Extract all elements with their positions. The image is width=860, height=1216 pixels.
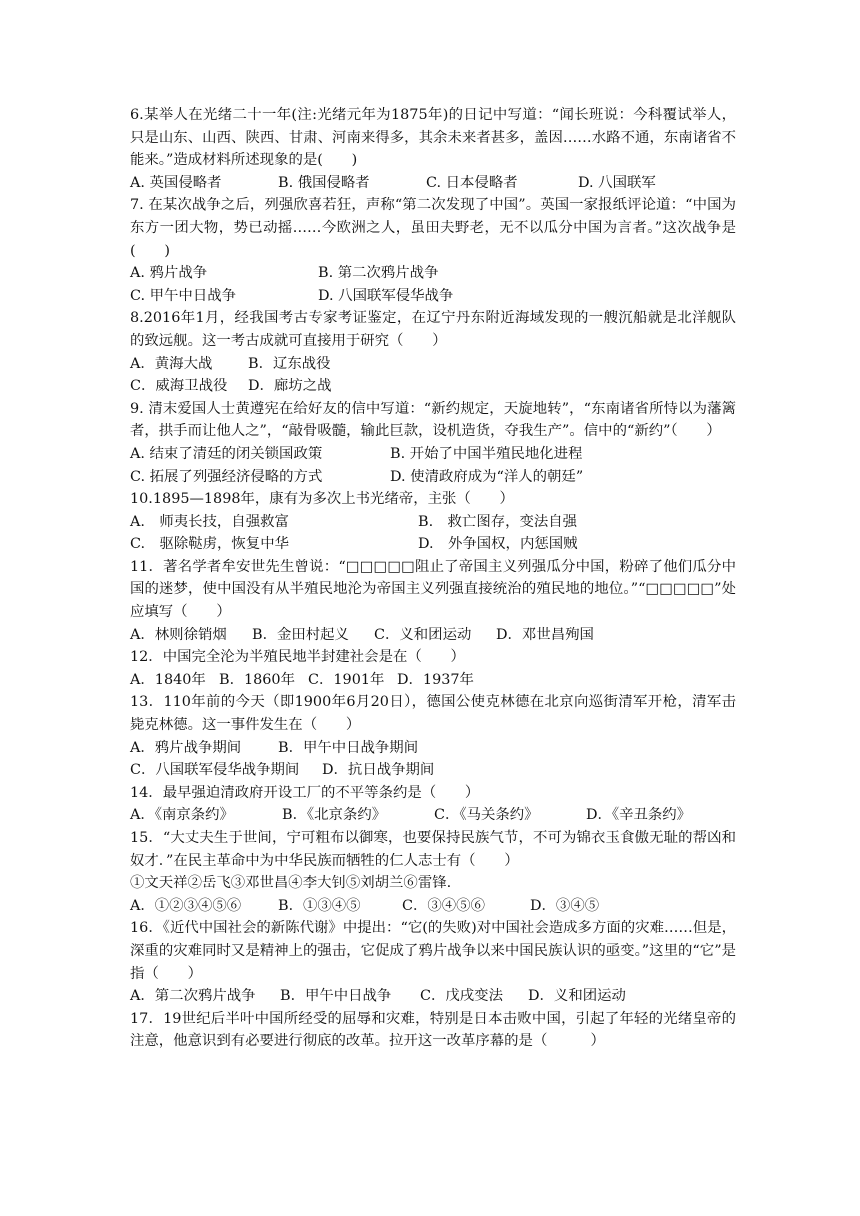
- question-7: [130, 194, 736, 307]
- question-6: [130, 104, 736, 194]
- question-15-options: [130, 895, 736, 918]
- question-10-options-row1: [130, 511, 736, 534]
- question-7-option-c[interactable]: C. 甲午中日战争: [130, 287, 236, 304]
- question-7-options-row2: [130, 285, 736, 308]
- question-13-option-c[interactable]: C．八国联军侵华战争期间: [130, 762, 300, 779]
- question-13-options-row2: [130, 759, 736, 782]
- question-13: [130, 691, 736, 781]
- question-10-option-a[interactable]: A. 师夷长技，自强救富: [130, 513, 289, 530]
- question-10-option-b[interactable]: B. 救亡图存，变法自强: [418, 513, 578, 530]
- question-15-option-d[interactable]: D．③④⑤: [530, 897, 600, 914]
- question-13-options-row1: [130, 737, 736, 760]
- question-7-option-b[interactable]: B. 第二次鸦片战争: [318, 265, 439, 282]
- question-11-option-c[interactable]: C．义和团运动: [374, 626, 472, 643]
- question-16-stem: 16．《近代中国社会的新陈代谢》中提出：“它(的失败)对中国社会造成多方面的灾难……但是，深重的灾难同时又是精神上的强击，它促成了鸦片战争以来中国民族认识的亟变。”这里的“它”是指（ ）: [130, 920, 736, 982]
- question-15-stem: 15．“大丈夫生于世间，宁可粗布以御寒，也要保持民族气节，不可为锦衣玉食傲无耻的帮凶和奴才．”在民主革命中为中华民族而牺牲的仁人志士有（ ）: [130, 830, 736, 869]
- question-7-options-row1: [130, 262, 736, 285]
- question-7-option-d[interactable]: D. 八国联军侵华战争: [318, 287, 454, 304]
- question-7-option-a[interactable]: A. 鸦片战争: [130, 265, 208, 282]
- question-9-option-d[interactable]: D. 使清政府成为“洋人的朝廷”: [390, 468, 584, 485]
- question-8-option-a[interactable]: A．黄海大战: [130, 355, 213, 372]
- question-11-stem: 11．著名学者牟安世先生曾说：“□□□□□阻止了帝国主义列强瓜分中国，粉碎了他们瓜分中国的迷梦，使中国没有从半殖民地沦为帝国主义列强直接统治的殖民地的地位。”“□□□□□”处应填写（ ）: [130, 558, 736, 621]
- question-6-options: [130, 172, 736, 195]
- question-13-option-d[interactable]: D．抗日战争期间: [322, 762, 435, 779]
- question-14: [130, 782, 736, 827]
- question-14-options: [130, 804, 736, 827]
- question-6-stem: 6.某举人在光绪二十一年(注:光绪元年为1875年)的日记中写道：“闻长班说：今科覆试举人，只是山东、山西、陕西、甘肃、河南来得多，其余未来者甚多，盖因……水路不通，东南诸省不能来。”造成材料所述现象的是( ): [130, 107, 736, 169]
- question-10-option-c[interactable]: C. 驱除鞑虏，恢复中华: [130, 536, 289, 553]
- question-12-option-a[interactable]: A．1840年: [130, 671, 206, 688]
- question-10-stem: 10.1895—1898年，康有为多次上书光绪帝，主张（ ）: [130, 491, 514, 508]
- question-14-option-b[interactable]: B．《北京条约》: [282, 807, 387, 824]
- question-16-option-b[interactable]: B．甲午中日战争: [280, 988, 392, 1005]
- question-8-options-row2: [130, 375, 736, 398]
- question-11-option-b[interactable]: B．金田村起义: [252, 626, 349, 643]
- question-11: [130, 556, 736, 646]
- question-9-option-b[interactable]: B. 开始了中国半殖民地化进程: [390, 445, 583, 462]
- question-12: [130, 646, 736, 691]
- question-15-option-b[interactable]: B．①③④⑤: [278, 897, 361, 914]
- question-11-option-d[interactable]: D．邓世昌殉国: [496, 626, 594, 643]
- question-15: [130, 827, 736, 917]
- question-14-option-a[interactable]: A．《南京条约》: [130, 807, 234, 824]
- question-6-option-b[interactable]: B. 俄国侵略者: [278, 174, 370, 191]
- question-6-option-a[interactable]: A. 英国侵略者: [130, 174, 222, 191]
- question-10-options-row2: [130, 533, 736, 556]
- question-12-options: [130, 669, 736, 692]
- question-15-option-c[interactable]: C．③④⑤⑥: [402, 897, 485, 914]
- question-8-options-row1: [130, 353, 736, 376]
- question-8: [130, 307, 736, 397]
- question-13-stem: 13．110年前的今天（即1900年6月20日），德国公使克林德在北京向巡街清军开枪，清军击毙克林德。这一事件发生在（ ）: [130, 694, 736, 734]
- question-9-stem: 9. 清末爱国人士黄遵宪在给好友的信中写道：“新约规定，天旋地转”，“东南诸省所恃以为藩篱者，拱手而让他人之”，“敲骨吸髓，输此巨款，设机造货，夺我生产”。信中的“新约”（ ）: [130, 400, 736, 440]
- question-11-option-a[interactable]: A．林则徐销烟: [130, 626, 227, 643]
- question-12-option-d[interactable]: D．1937年: [397, 671, 474, 688]
- question-6-option-c[interactable]: C. 日本侵略者: [426, 174, 518, 191]
- question-9-option-a[interactable]: A. 结束了清廷的闭关锁国政策: [130, 445, 323, 462]
- question-6-option-d[interactable]: D. 八国联军: [578, 174, 656, 191]
- exam-page: [130, 104, 736, 1053]
- question-8-option-c[interactable]: C．威海卫战役: [130, 378, 228, 395]
- question-16-options: [130, 985, 736, 1008]
- question-12-option-b[interactable]: B．1860年: [219, 671, 295, 688]
- question-7-stem: 7. 在某次战争之后，列强欣喜若狂，声称“第二次发现了中国”。英国一家报纸评论道：“中国为东方一团大物，势已动摇……今欧洲之人，虽田夫野老，无不以瓜分中国为言者。”这次战争是( ): [130, 197, 736, 259]
- question-14-stem: 14．最早强迫清政府开设工厂的不平等条约是（ ）: [130, 784, 480, 801]
- question-14-option-d[interactable]: D．《辛丑条约》: [586, 807, 692, 824]
- question-14-option-c[interactable]: C．《马关条约》: [434, 807, 539, 824]
- question-10-option-d[interactable]: D. 外争国权，内惩国贼: [418, 536, 578, 553]
- question-10: [130, 488, 736, 556]
- question-8-option-b[interactable]: B．辽东战役: [248, 355, 331, 372]
- question-15-choices: ①文天祥②岳飞③邓世昌④李大钊⑤刘胡兰⑥雷锋.: [130, 875, 452, 892]
- question-9: [130, 398, 736, 488]
- question-12-option-c[interactable]: C．1901年: [308, 671, 385, 688]
- question-8-option-d[interactable]: D．廊坊之战: [248, 378, 332, 395]
- question-17: [130, 1008, 736, 1053]
- question-17-stem: 17．19世纪后半叶中国所经受的屈辱和灾难，特别是日本击败中国，引起了年轻的光绪皇帝的注意，他意识到有必要进行彻底的改革。拉开这一改革序幕的是（ ）: [130, 1010, 736, 1050]
- question-8-stem: 8.2016年1月，经我国考古专家考证鉴定，在辽宁丹东附近海域发现的一艘沉船就是北洋舰队的致远舰。这一考古成就可直接用于研究（ ）: [130, 310, 736, 349]
- question-12-stem: 12．中国完全沦为半殖民地半封建社会是在（ ）: [130, 649, 465, 666]
- question-16-option-c[interactable]: C．戊戌变法: [420, 988, 503, 1005]
- question-9-options-row1: [130, 443, 736, 466]
- question-11-options: [130, 624, 736, 647]
- question-16: [130, 917, 736, 1007]
- question-9-options-row2: [130, 466, 736, 489]
- question-13-option-b[interactable]: B．甲午中日战争期间: [278, 739, 419, 756]
- question-16-option-a[interactable]: A．第二次鸦片战争: [130, 988, 256, 1005]
- question-16-option-d[interactable]: D．义和团运动: [528, 988, 626, 1005]
- question-9-option-c[interactable]: C. 拓展了列强经济侵略的方式: [130, 468, 323, 485]
- question-13-option-a[interactable]: A．鸦片战争期间: [130, 739, 242, 756]
- question-15-option-a[interactable]: A．①②③④⑤⑥: [130, 897, 242, 914]
